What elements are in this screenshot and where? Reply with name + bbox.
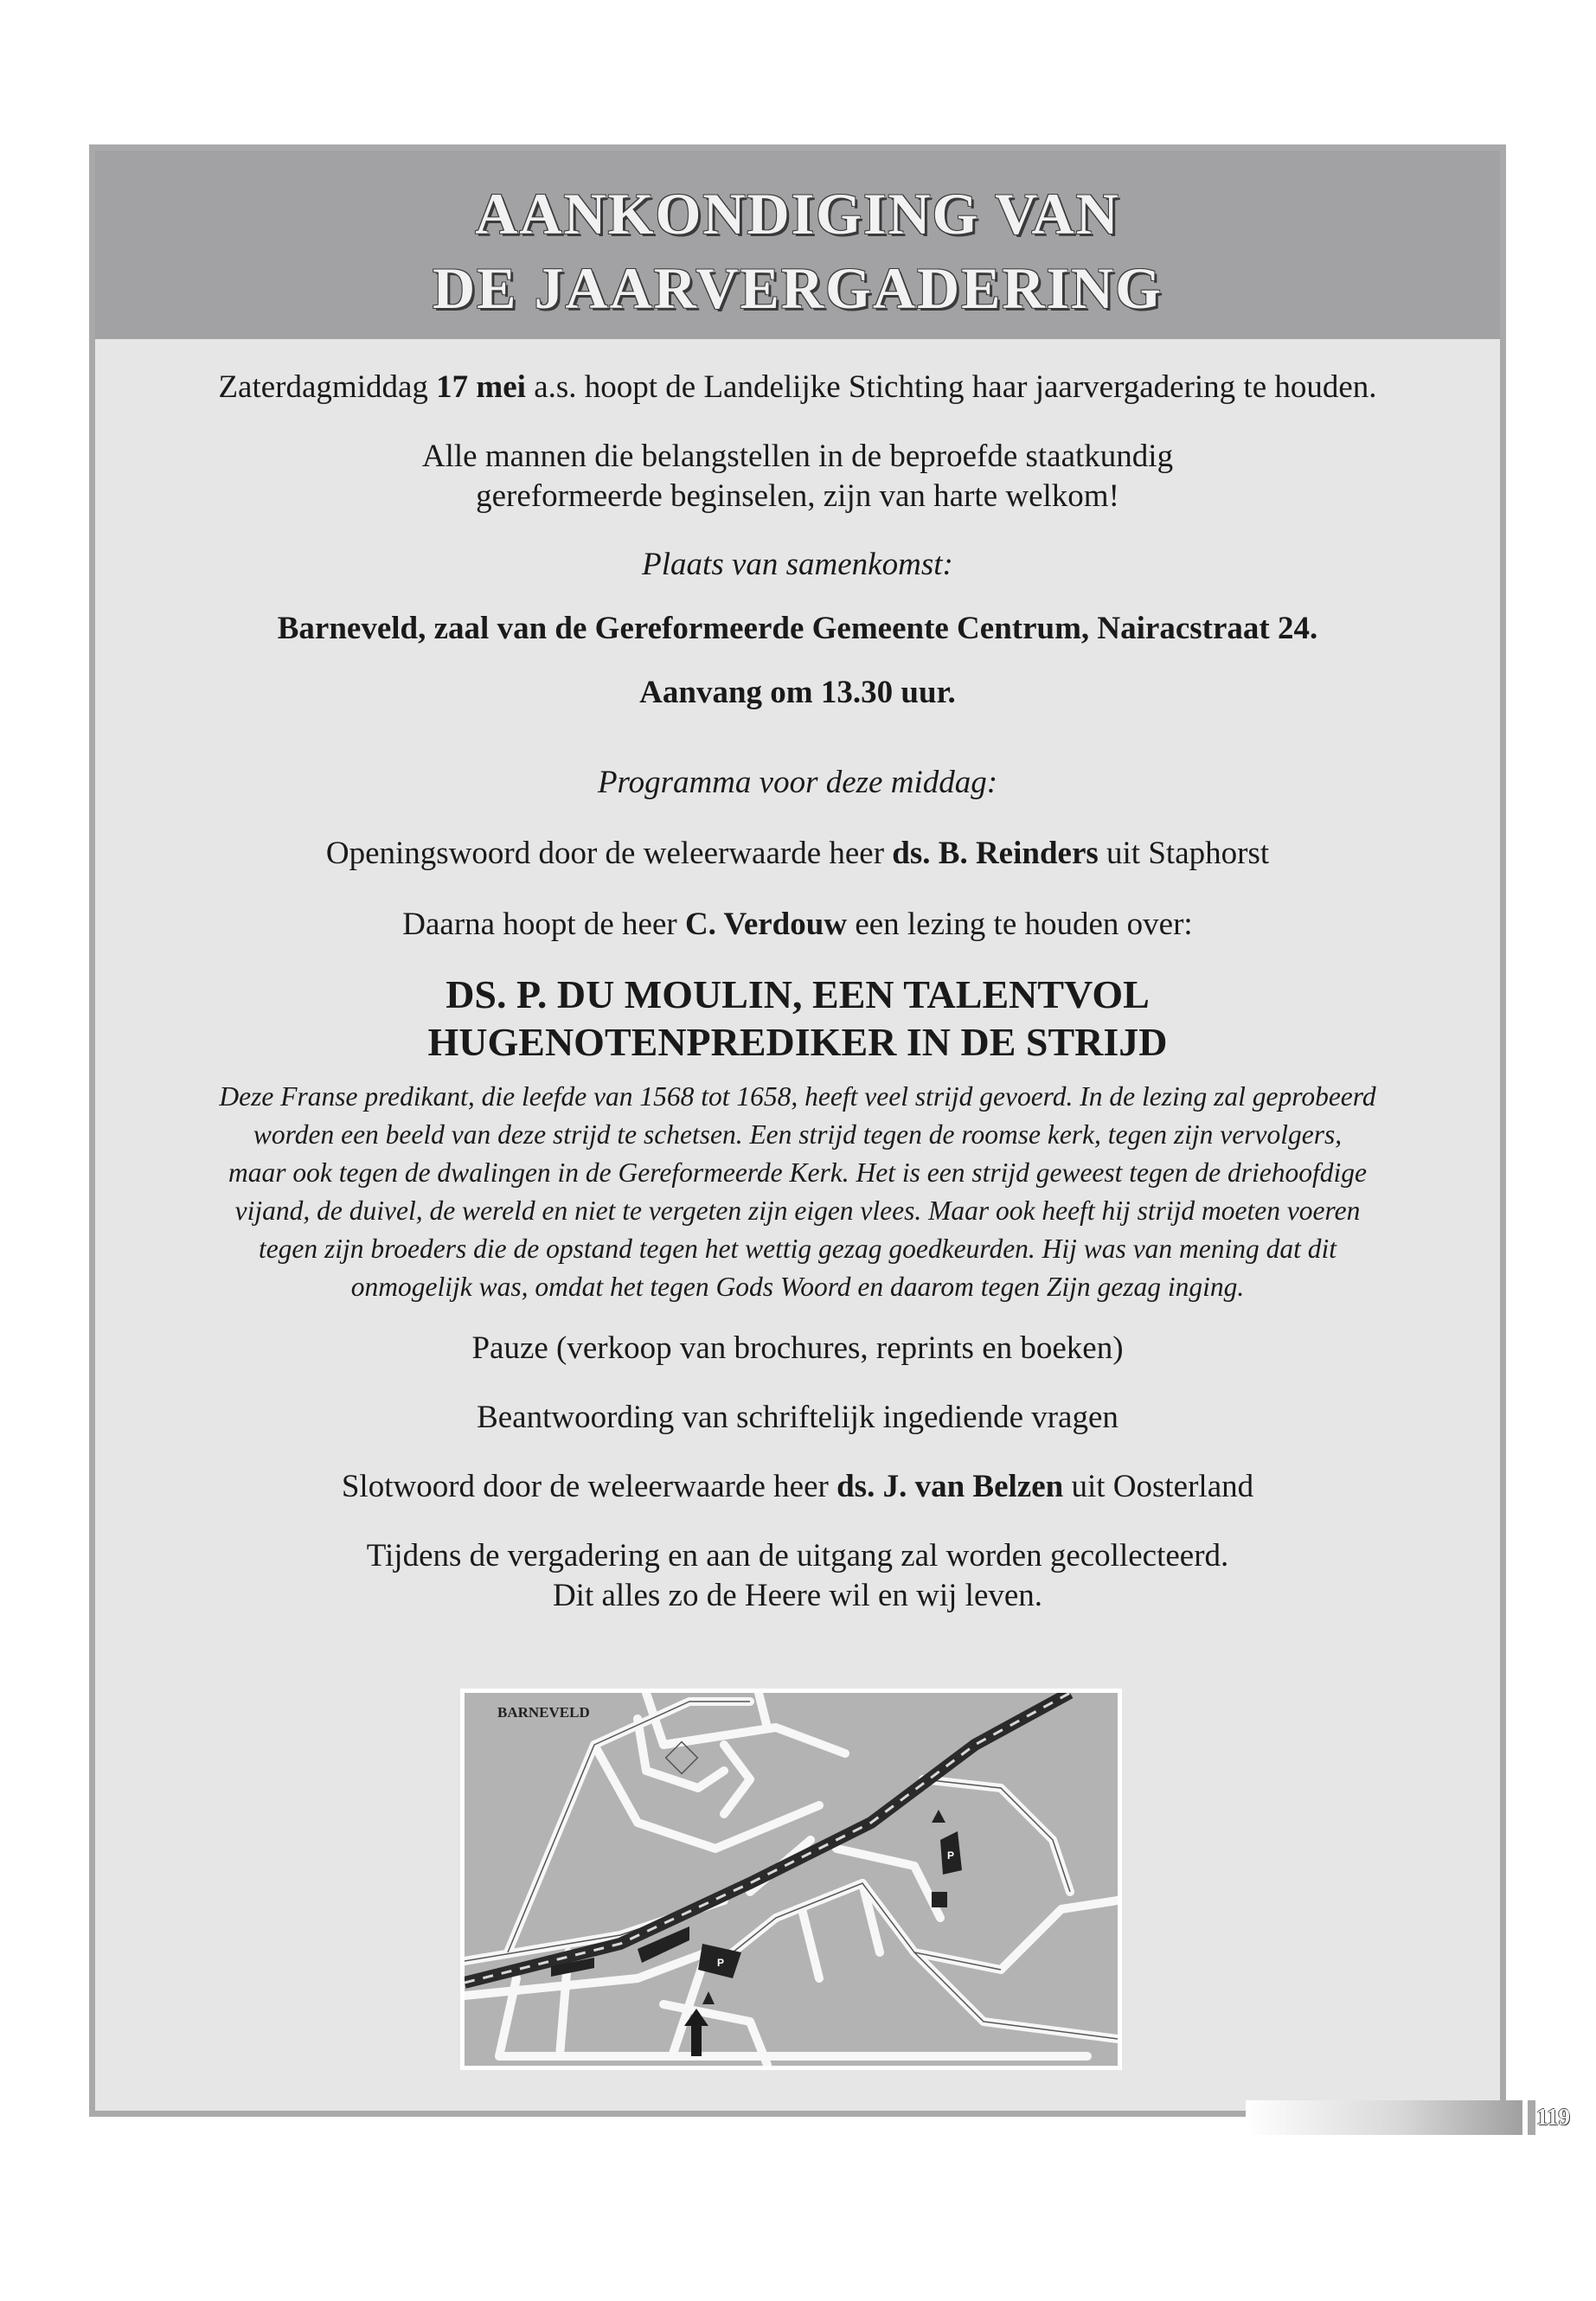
collection-line-2: Dit alles zo de Heere wil en wij leven. — [552, 1578, 1043, 1613]
lecture-title — [95, 971, 1500, 1066]
start-time: Aanvang om 13.30 uur. — [639, 675, 956, 710]
page-title — [95, 151, 1500, 325]
page-number: 119 — [1535, 2104, 1570, 2130]
page-number-tick — [1528, 2100, 1535, 2135]
description-line: tegen zijn broeders die de opstand tegen het wettig gezag goedkeurden. Hij was van mening dat dit — [258, 1234, 1337, 1264]
opening-speaker: ds. B. Reinders — [892, 836, 1099, 871]
description-line: vijand, de duivel, de wereld en niet te vergeten zijn eigen vlees. Maar ook heeft hij strijd moeten voeren — [234, 1195, 1361, 1226]
description-line: onmogelijk was, omdat het tegen Gods Woord en daarom tegen Zijn gezag inging. — [350, 1272, 1245, 1302]
intro-paragraph — [95, 368, 1500, 407]
map-town-label: BARNEVELD — [497, 1704, 590, 1721]
description-line: maar ook tegen de dwalingen in de Gereformeerde Kerk. Het is een strijd geweest tegen de driehoofdige — [228, 1157, 1367, 1188]
opening-suffix: uit Staphorst — [1098, 836, 1270, 871]
closing-line — [95, 1467, 1500, 1507]
announcement-panel — [89, 144, 1506, 2117]
pause-line: Pauze (verkoop van brochures, reprints en boeken) — [471, 1330, 1124, 1366]
intro-suffix: a.s. hoopt de Landelijke Stichting haar jaarvergadering te houden. — [525, 369, 1377, 405]
description-line: Deze Franse predikant, die leefde van 1568 tot 1658, heeft veel strijd gevoerd. In de lezing zal geprobeerd — [219, 1081, 1376, 1112]
lecture-title-line-1: DS. P. DU MOULIN, EEN TALENTVOL — [445, 972, 1150, 1016]
questions-line: Beantwoording van schriftelijk ingediende vragen — [477, 1400, 1118, 1435]
closing-suffix: uit Oosterland — [1063, 1469, 1254, 1504]
map-parking-label: P — [717, 1957, 725, 1969]
map-parking-label: P — [947, 1849, 955, 1862]
welcome-paragraph — [95, 437, 1500, 516]
closing-prefix: Slotwoord door de weleerwaarde heer — [341, 1469, 837, 1504]
church-marker — [932, 1892, 947, 1907]
title-line-1: AANKONDIGING VAN — [475, 181, 1120, 247]
welcome-line-1: Alle mannen die belangstellen in de beproefde staatkundig — [421, 439, 1174, 474]
lecture-description — [95, 1078, 1500, 1306]
venue-address: Barneveld, zaal van de Gereformeerde Gemeente Centrum, Nairacstraat 24. — [277, 611, 1318, 646]
title-line-2: DE JAARVERGADERING — [433, 255, 1163, 321]
lecture-speaker: C. Verdouw — [684, 907, 848, 942]
opening-line — [95, 834, 1500, 874]
meeting-date: 17 mei — [436, 369, 526, 405]
announcement-header — [95, 151, 1500, 339]
lecture-prefix: Daarna hoopt de heer — [402, 907, 685, 942]
announcement-body — [95, 339, 1500, 1616]
opening-prefix: Openingswoord door de weleerwaarde heer — [325, 836, 893, 871]
intro-prefix: Zaterdagmiddag — [218, 369, 437, 405]
lecture-title-line-2: HUGENOTENPREDIKER IN DE STRIJD — [427, 1020, 1168, 1064]
venue-label: Plaats van samenkomst: — [642, 547, 953, 582]
lecture-suffix: een lezing te houden over: — [847, 907, 1193, 942]
collection-paragraph — [95, 1536, 1500, 1616]
collection-line-1: Tijdens de vergadering en aan de uitgang zal worden gecollecteerd. — [366, 1538, 1229, 1574]
lecture-line — [95, 905, 1500, 945]
location-map — [460, 1689, 1122, 2070]
description-line: worden een beeld van deze strijd te schetsen. Een strijd tegen de roomse kerk, tegen zijn vervolgers, — [253, 1119, 1343, 1150]
welcome-line-2: gereformeerde beginselen, zijn van harte welkom! — [476, 478, 1119, 514]
program-label: Programma voor deze middag: — [597, 765, 998, 800]
closing-speaker: ds. J. van Belzen — [836, 1469, 1064, 1504]
page-number-bar — [1246, 2100, 1522, 2135]
map-drawing — [465, 1693, 1118, 2066]
